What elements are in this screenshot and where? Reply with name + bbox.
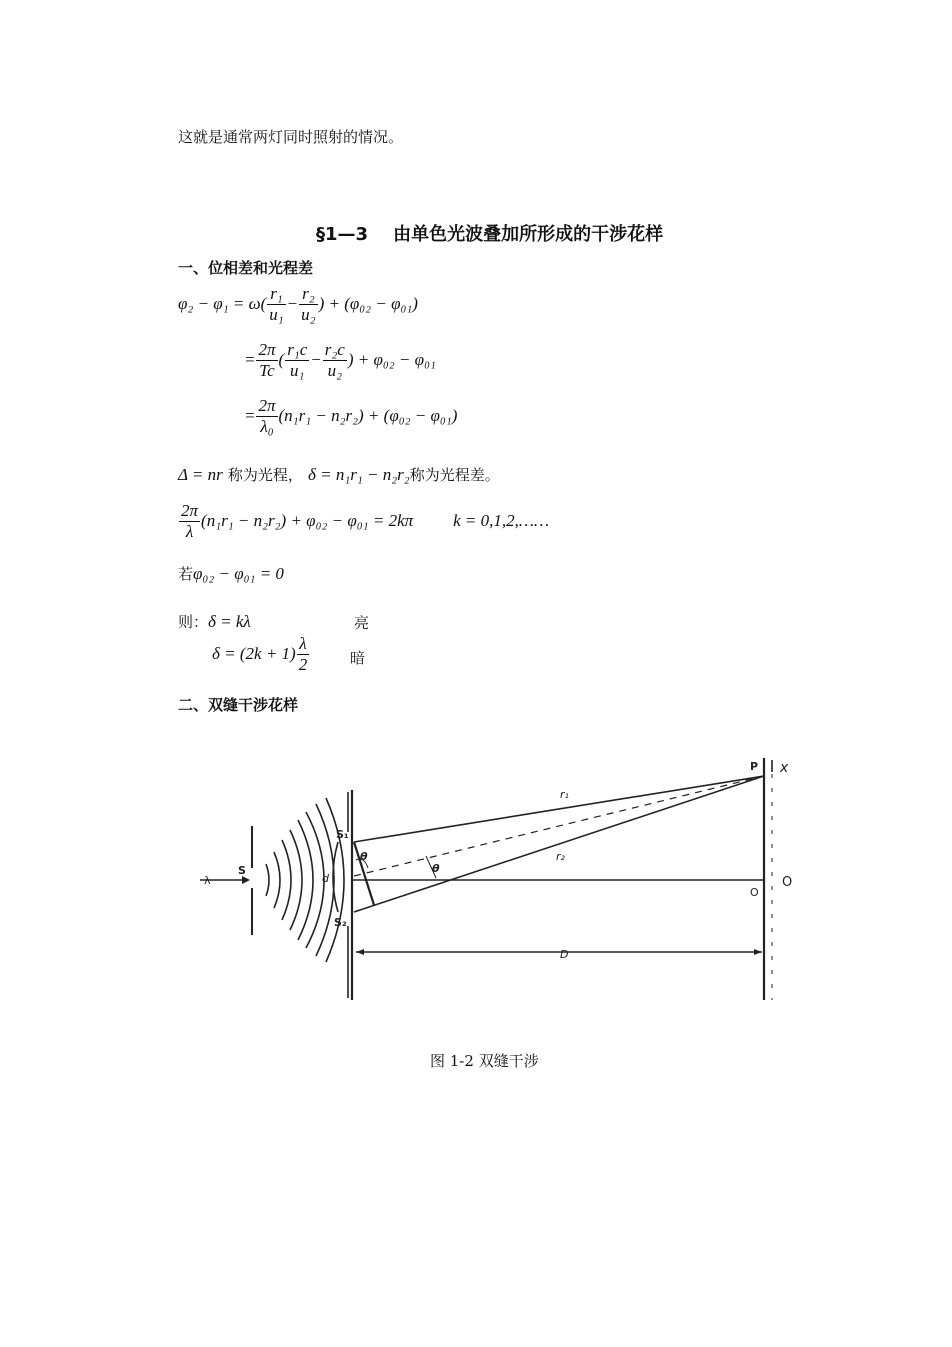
subsection-heading-2: 二、双缝干涉花样 — [178, 696, 299, 714]
section-title: 由单色光波叠加所形成的干涉花样 — [393, 224, 664, 245]
label-d: d — [322, 872, 329, 885]
fraction-r1c-u1: $\frac{\text{r₁c}}{\text{u₁}}$ — [287, 340, 308, 380]
wavefront-arc — [282, 840, 291, 920]
wavefront-arc — [298, 820, 313, 940]
equation-interference-condition: $\frac{2\pi}{\lambda}$ (n₁r₁ − n₂r₂) + φ₀₂ − φ₀₁ = 2kπ k = 0,1,2,…… — [181, 501, 550, 541]
label-theta-2: θ — [432, 862, 440, 875]
fraction-r2-u2: $\frac{\text{r₂}}{\text{u₂}}$ — [301, 284, 316, 324]
label-x: x — [780, 760, 789, 776]
label-s2: S₂ — [334, 916, 347, 929]
subsection-heading-1: 一、位相差和光程差 — [178, 259, 314, 277]
label-d-distance: D — [560, 948, 569, 961]
bright-fringe-condition: 则： δ = kλ — [178, 611, 251, 631]
label-o-screen: O — [782, 875, 793, 890]
fraction-r1-u1: $\frac{\text{r₁}}{\text{u₁}}$ — [269, 284, 284, 324]
label-p: P — [750, 760, 759, 773]
wavefront-arc — [274, 852, 280, 908]
fraction-2pi-lambda: $\frac{2\pi}{\lambda}$ — [181, 501, 199, 541]
equation-phase-line-3: = $\frac{2\pi}{\text{λ₀}}$ (n₁r₁ − n₂r₂) + (φ₀₂ − φ₀₁) — [244, 396, 458, 436]
figure-caption: 图 1-2 双缝干涉 — [430, 1052, 539, 1070]
fraction-2pi-tc: $\frac{2\pi}{Tc}$ — [258, 340, 276, 380]
equation-phase-line-1: φ₂ − φ₁ = ω( $\frac{\text{r₁}}{\text{u₁}}$ − $\frac{\text{r₂}}{\text{u₂}}$ ) + (φ₀₂ − φ₀₁) — [178, 284, 418, 324]
label-theta-1: θ — [360, 850, 368, 863]
ray-r1 — [354, 776, 764, 842]
dark-label: 暗 — [350, 649, 366, 667]
label-s1: S₁ — [336, 828, 349, 841]
arrowhead-icon — [356, 949, 364, 955]
arrowhead-icon — [754, 949, 762, 955]
fraction-2pi-lambda0: $\frac{2\pi}{\text{λ₀}}$ — [258, 396, 276, 436]
label-s: S — [238, 864, 246, 877]
optical-path-definition: Δ = nr 称为光程， δ = n₁r₁ − n₂r₂ 称为光程差。 — [178, 464, 500, 484]
bright-label: 亮 — [354, 614, 370, 632]
intro-sentence: 这就是通常两灯同时照射的情况。 — [178, 128, 404, 146]
section-heading — [316, 220, 663, 246]
label-lambda: λ — [204, 874, 211, 887]
ray-r2 — [354, 776, 764, 912]
arrowhead-icon — [242, 876, 250, 884]
label-r1: r₁ — [560, 788, 569, 801]
k-values: k = 0,1,2,…… — [453, 511, 550, 531]
section-number: §1—3 — [316, 224, 369, 245]
initial-phase-zero: 若 φ₀₂ − φ₀₁ = 0 — [178, 563, 284, 583]
equation-phase-line-2: = $\frac{2\pi}{Tc}$ ( $\frac{\text{r₁c}}{\text{u₁}}$ − $\frac{\text{r₂c}}{\text{u₂}}$ ) + φ₀₂ − φ₀₁ — [244, 340, 436, 380]
fraction-lambda-2: $\frac{\lambda}{2}$ — [298, 634, 308, 674]
label-o-center: O — [750, 886, 759, 899]
dark-fringe-condition: δ = (2k + 1) $\frac{\lambda}{2}$ — [212, 634, 308, 674]
double-slit-figure — [180, 750, 820, 1040]
label-r2: r₂ — [556, 850, 565, 863]
wavefront-arc — [266, 864, 269, 896]
fraction-r2c-u2: $\frac{\text{r₂c}}{\text{u₂}}$ — [324, 340, 345, 380]
separation-bracket — [333, 842, 338, 912]
